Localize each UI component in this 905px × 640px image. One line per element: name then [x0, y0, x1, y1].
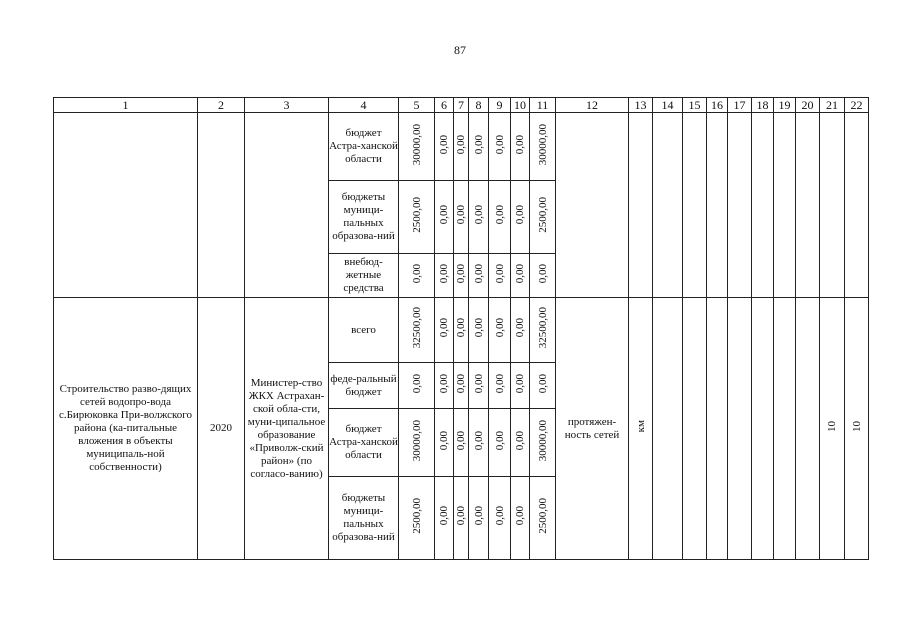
value-cell	[469, 113, 489, 181]
empty-cell	[54, 113, 198, 298]
column-header: 9	[489, 98, 511, 113]
column-header: 17	[728, 98, 752, 113]
value-cell	[511, 409, 530, 477]
value-text: 0,00	[455, 263, 467, 284]
column-header: 10	[511, 98, 530, 113]
project-executor: Министер-ство ЖКХ Астрахан-ской обла-сти, муни-ципальное образование «Приволж-ский район» (по согласо-ванию)	[245, 298, 329, 560]
value-cell	[489, 181, 511, 254]
column-header: 4	[329, 98, 399, 113]
value-text: 0,00	[493, 430, 506, 451]
column-header: 1	[54, 98, 198, 113]
value-cell	[469, 477, 489, 560]
value-text: 32500,00	[410, 307, 423, 349]
value-text: 0,00	[438, 134, 450, 155]
value-cell	[489, 363, 511, 409]
empty-cell	[752, 298, 774, 560]
value-text: 0,00	[493, 263, 506, 284]
value-cell	[530, 409, 556, 477]
value-text: 0,00	[410, 263, 423, 284]
value-text: 0,00	[536, 373, 549, 394]
value-text: 0,00	[455, 318, 467, 338]
value-cell	[530, 477, 556, 560]
value-cell	[511, 113, 530, 181]
value-cell	[399, 113, 435, 181]
empty-cell	[245, 113, 329, 298]
value-text: 0,00	[472, 263, 485, 284]
value-text: 0,00	[438, 263, 450, 284]
column-header: 11	[530, 98, 556, 113]
value-text: 0,00	[455, 205, 467, 225]
value-cell	[469, 181, 489, 254]
value-text: 0,00	[472, 134, 485, 155]
value-text: 0,00	[472, 430, 485, 451]
column-header: 18	[752, 98, 774, 113]
value-cell	[530, 298, 556, 363]
empty-cell	[683, 298, 707, 560]
value-text: 0,00	[472, 373, 485, 394]
unit-text: км	[634, 420, 647, 433]
value-text: 0,00	[472, 318, 485, 338]
value-text: 0,00	[493, 205, 506, 225]
column-header: 20	[796, 98, 820, 113]
empty-cell	[707, 113, 728, 298]
value-cell	[435, 477, 454, 560]
value-text: 2500,00	[410, 197, 423, 233]
value-cell	[530, 181, 556, 254]
empty-cell	[198, 113, 245, 298]
value-cell	[469, 363, 489, 409]
empty-cell	[728, 113, 752, 298]
empty-cell	[653, 298, 683, 560]
column-header: 16	[707, 98, 728, 113]
value-text: 0,00	[438, 506, 450, 526]
column-header: 13	[629, 98, 653, 113]
value-text: 0,00	[493, 134, 506, 155]
value-text: 10	[850, 421, 863, 432]
value-text: 0,00	[514, 430, 526, 451]
empty-cell	[707, 298, 728, 560]
value-cell	[399, 363, 435, 409]
column-header: 5	[399, 98, 435, 113]
table-row	[54, 298, 869, 363]
column-header: 22	[845, 98, 869, 113]
empty-cell	[728, 298, 752, 560]
value-text: 0,00	[455, 134, 467, 155]
value-cell	[469, 254, 489, 298]
column-header: 12	[556, 98, 629, 113]
value-cell	[399, 181, 435, 254]
value-text: 0,00	[493, 318, 506, 338]
column-header: 2	[198, 98, 245, 113]
empty-cell	[845, 113, 869, 298]
value-cell	[435, 113, 454, 181]
value-text: 0,00	[493, 373, 506, 394]
funding-source: бюджет Астра-ханской области	[329, 113, 399, 181]
value-text: 0,00	[438, 205, 450, 225]
column-header: 19	[774, 98, 796, 113]
empty-cell	[556, 113, 629, 298]
value-text: 0,00	[493, 506, 506, 526]
value-text: 30000,00	[410, 419, 423, 462]
empty-cell	[796, 298, 820, 560]
header-row	[54, 98, 869, 113]
value-cell	[511, 254, 530, 298]
value-cell	[511, 363, 530, 409]
column-header: 8	[469, 98, 489, 113]
value-text: 2500,00	[536, 498, 549, 534]
value-text: 0,00	[438, 430, 450, 451]
project-name: Строительство разво-дящих сетей водопро-вода с.Бирюковка При-волжского района (ка-питальные вложения в объекты муниципаль-ной собственности)	[54, 298, 198, 560]
funding-source: бюджет Астра-ханской области	[329, 409, 399, 477]
column-header: 3	[245, 98, 329, 113]
value-cell	[435, 298, 454, 363]
program-table	[53, 97, 869, 560]
value-cell	[435, 181, 454, 254]
value-text: 0,00	[438, 373, 450, 394]
value-text: 30000,00	[536, 123, 549, 166]
value-text: 0,00	[514, 506, 526, 526]
funding-source: бюджеты муници-пальных образова-ний	[329, 477, 399, 560]
value-cell	[399, 477, 435, 560]
value-cell	[489, 477, 511, 560]
value-text: 0,00	[514, 134, 526, 155]
value-cell	[399, 254, 435, 298]
value-cell	[511, 477, 530, 560]
empty-cell	[653, 113, 683, 298]
value-text: 2500,00	[536, 197, 549, 233]
value-text: 0,00	[472, 506, 485, 526]
unit-cell	[629, 298, 653, 560]
funding-source: всего	[329, 298, 399, 363]
value-cell	[454, 181, 469, 254]
value-cell	[469, 409, 489, 477]
value-cell	[489, 113, 511, 181]
value-cell	[530, 113, 556, 181]
value-text: 10	[826, 421, 838, 432]
value-text: 0,00	[472, 205, 485, 225]
column-header: 7	[454, 98, 469, 113]
funding-source: феде-ральный бюджет	[329, 363, 399, 409]
value-cell	[530, 254, 556, 298]
value-text: 0,00	[514, 318, 526, 338]
column-header: 6	[435, 98, 454, 113]
value-cell	[511, 298, 530, 363]
value-cell	[511, 181, 530, 254]
value-cell	[489, 409, 511, 477]
empty-cell	[774, 113, 796, 298]
project-year: 2020	[198, 298, 245, 560]
value-cell	[435, 254, 454, 298]
empty-cell	[820, 113, 845, 298]
column-header: 15	[683, 98, 707, 113]
value-text: 30000,00	[536, 419, 549, 462]
empty-cell	[774, 298, 796, 560]
value-cell	[454, 363, 469, 409]
column-header: 21	[820, 98, 845, 113]
value-cell	[530, 363, 556, 409]
value-text: 0,00	[455, 373, 467, 394]
value-text: 0,00	[438, 318, 450, 338]
value-cell	[489, 298, 511, 363]
value-text: 2500,00	[410, 498, 423, 534]
value-text: 0,00	[536, 263, 549, 284]
funding-source: внебюд-жетные средства	[329, 254, 399, 298]
indicator-name: протяжен-ность сетей	[556, 298, 629, 560]
value-cell	[845, 298, 869, 560]
value-cell	[435, 363, 454, 409]
table-row	[54, 113, 869, 181]
value-cell	[454, 298, 469, 363]
empty-cell	[683, 113, 707, 298]
value-text: 0,00	[514, 373, 526, 394]
value-cell	[469, 298, 489, 363]
value-text: 0,00	[410, 373, 423, 394]
value-cell	[435, 409, 454, 477]
value-text: 32500,00	[536, 307, 549, 349]
value-text: 30000,00	[410, 123, 423, 166]
funding-source: бюджеты муници-пальных образова-ний	[329, 181, 399, 254]
value-text: 0,00	[455, 506, 467, 526]
value-text: 0,00	[514, 263, 526, 284]
value-cell	[489, 254, 511, 298]
column-header: 14	[653, 98, 683, 113]
value-cell	[454, 477, 469, 560]
value-cell	[454, 409, 469, 477]
page-number: 87	[454, 43, 466, 57]
empty-cell	[796, 113, 820, 298]
value-text: 0,00	[514, 205, 526, 225]
empty-cell	[629, 113, 653, 298]
value-cell	[820, 298, 845, 560]
empty-cell	[752, 113, 774, 298]
value-cell	[454, 113, 469, 181]
value-cell	[399, 298, 435, 363]
value-cell	[454, 254, 469, 298]
value-text: 0,00	[455, 430, 467, 451]
value-cell	[399, 409, 435, 477]
